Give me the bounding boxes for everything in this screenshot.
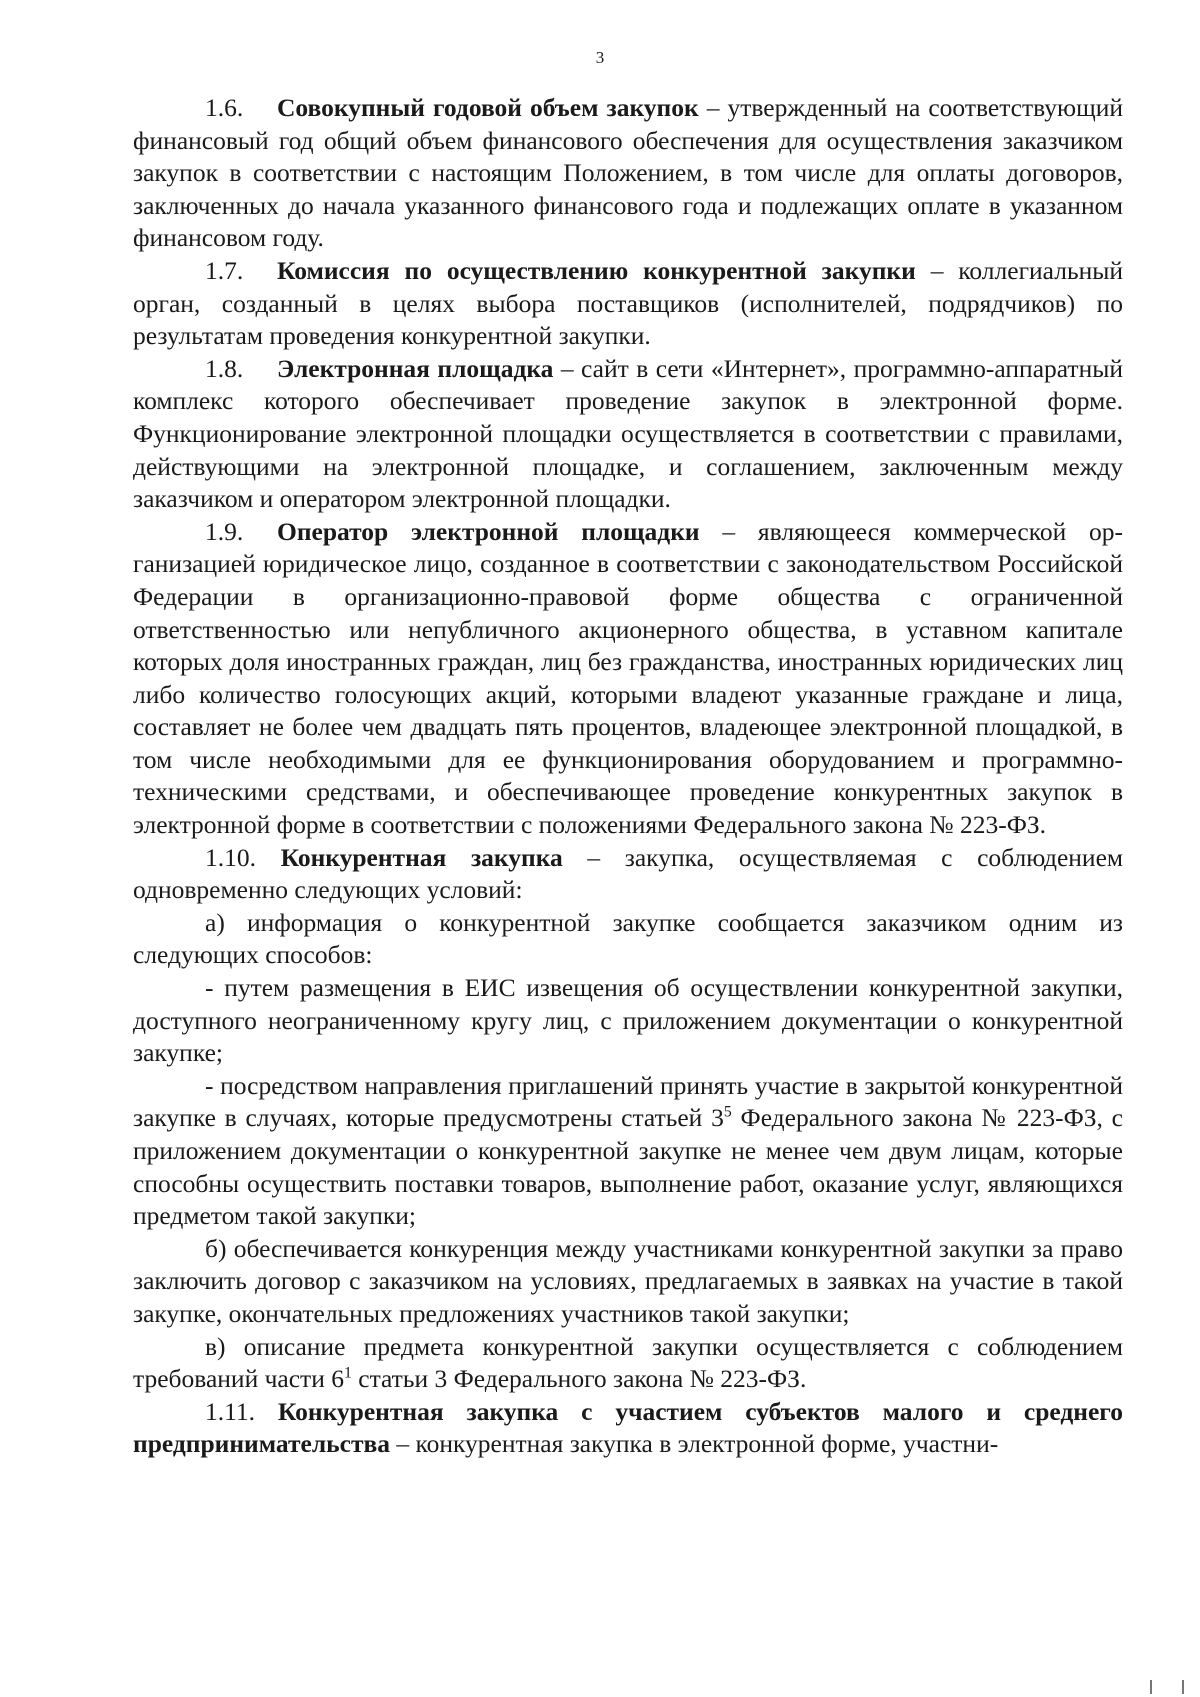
clause-1-11: [133, 1396, 1123, 1461]
clause-text: – сайт в сети «Интернет», программно-аппаратный комплекс которого обеспечивает проведение закупок в электронной форме. Функционирование электронной площадки осуществляется в соответствии с правилами, действующими на электронной площадке, и соглашением, заключенным между заказчиком и оператором электронной площадки.: [133, 353, 1123, 514]
clause-term: Комиссия по осуществлению конкурентной закупки: [277, 255, 916, 285]
clause-number: 1.9.: [205, 516, 244, 546]
superscript: 5: [723, 1103, 732, 1121]
clause-term: Электронная площадка: [277, 353, 554, 383]
condition-a: а) информация о конкурентной закупке сообщается заказчиком одним из следующих способов:: [133, 907, 1123, 970]
condition-v-text: в) описание предмета конкурентной закупки осуществляется с соблюдением требований части 6: [133, 1331, 1123, 1394]
condition-b: б) обеспечивается конкуренция между участниками конкурентной закупки за право заключить договор с заказчиком на условиях, предлагаемых в заявках на участие в такой закупке, окончательных предложениях участников такой закупки;: [133, 1233, 1123, 1328]
method-invitations-text-rest: Федерального закона № 223-ФЗ, с приложением документации о конкурентной закупке не менее чем двум лицам, которые способны осуществить поставки товаров, выполнение работ, оказание услуг, являющихся предметом такой закупки;: [133, 1103, 1123, 1231]
condition-v: [133, 1331, 1123, 1396]
clause-text: – коллегиальный орган, созданный в целях выбора поставщиков (исполнителей, подрядчиков) по результатам проведения конкурентной закупки.: [133, 255, 1123, 351]
page-number: 3: [595, 48, 605, 67]
clause-term: Конкурентная закупка: [280, 842, 563, 872]
clause-1-7: [133, 255, 1123, 353]
clause-text: – являющееся коммерческой организацией юридическое лицо, созданное в соответствии с законодательством Российской Федерации в организационно-правовой форме общества с ограниченной ответственностью или непубличного акционерного общества, в уставном капитале которых доля иностранных граждан, лиц без гражданства, иностранных юридических лиц либо количество голосующих акций, которыми владеют указанные граждане и лица, составляет не более чем двадцать пять процентов, владеющее электронной площадкой, в том числе необходимыми для ее функционирования оборудованием и программно-техническими средствами, и обеспечивающее проведение конкурентных закупок в электронной форме в соответствии с положениями Федерального закона № 223-ФЗ.: [133, 516, 1124, 840]
clause-text: – конкурентная закупка в электронной форме, участни-: [396, 1429, 999, 1459]
document-body: [133, 92, 1123, 1461]
clause-1-10: [133, 842, 1123, 907]
clause-text: – закупка, осуществляемая с соблюдением одновременно следующих условий:: [133, 842, 1124, 905]
clause-term: Оператор электронной площадки: [277, 516, 700, 546]
condition-v-text-rest: статьи 3 Федерального закона № 223-ФЗ.: [351, 1364, 807, 1394]
method-invitations-text: - посредством направления приглашений принять участие в закрытой конкурентной закупке в случаях, которые предусмотрены статьей 3: [133, 1070, 1123, 1133]
method-eis-notice: - путем размещения в ЕИС извещения об осуществлении конкурентной закупки, доступного неограниченному кругу лиц, с приложением документации о конкурентной закупке;: [133, 973, 1123, 1068]
method-invitations: [133, 1070, 1123, 1233]
clause-term: Конкурентная закупка с участием субъектов малого и среднего предпринимательства: [133, 1396, 1123, 1459]
clause-term: Совокупный годовой объем закупок: [277, 93, 699, 122]
clause-number: 1.11.: [205, 1396, 256, 1426]
superscript: 1: [343, 1364, 352, 1382]
clause-1-9: [133, 516, 1123, 842]
clause-1-8: [133, 353, 1123, 516]
clause-number: 1.8.: [205, 353, 244, 383]
clause-number: 1.7.: [205, 255, 244, 285]
clause-text: – утвержденный на соответствующий финансовый год общий объем финансового обеспечения для осуществления заказчиком закупок в соответствии с настоящим Положением, в том числе для оплаты договоров, заключенных до начала указанного финансового года и подлежащих оплате в указанном финансовом году.: [133, 93, 1124, 253]
clause-number: 1.6.: [205, 93, 244, 122]
clause-number: 1.10.: [205, 842, 256, 872]
scan-edge-mark: [1150, 1680, 1184, 1694]
clause-1-6: [133, 92, 1123, 255]
